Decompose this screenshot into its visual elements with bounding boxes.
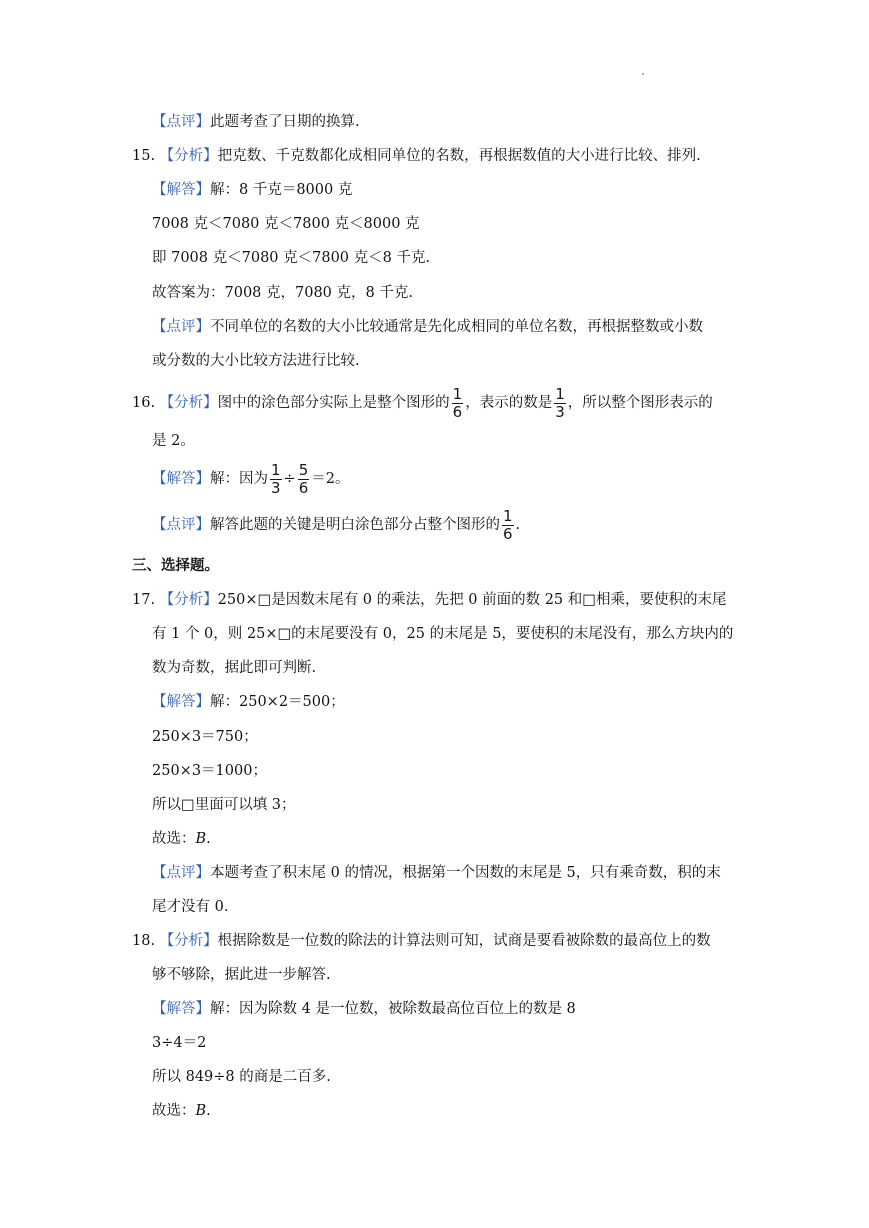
q18-analysis-line-1 [132,931,711,951]
analysis-tag: 【分析】 [159,395,218,411]
q18-answer-text-1: 解：因为除数 4 是一位数，被除数最高位百位上的数是 8 [210,1001,576,1017]
fraction-one-third: $\frac{1}{3}$ [555,384,565,421]
q15-analysis-line [132,146,701,166]
q16-review-end: . [515,517,521,533]
q16-analysis-line-2: 是 2。 [152,433,195,449]
q17-answer-line-5 [152,829,211,849]
fraction-review-one-sixth: $\frac{1}{6}$ [503,506,513,543]
q18-answer-line-3: 所以 849÷8 的商是二百多. [152,1069,331,1085]
q18-answer-line-4 [152,1101,211,1121]
divide-sign: ÷ [283,471,296,487]
q18-answer-line-1 [152,999,576,1019]
q15-answer-line-2: 7008 克＜7080 克＜7800 克＜8000 克 [152,216,420,232]
q17-review-text-1: 本题考查了积末尾 0 的情况，根据第一个因数的末尾是 5，只有乘奇数，积的末 [210,865,721,881]
q14-review-text: 此题考查了日期的换算. [210,114,360,130]
q16-analysis-text-2: ，表示的数是 [465,395,553,411]
review-tag: 【点评】 [152,319,210,335]
q16-number: 16. [132,395,156,411]
fraction-answer-one-third: $\frac{1}{3}$ [271,460,281,497]
q16-analysis-line [132,385,713,421]
q18-analysis-line-2: 够不够除，据此进一步解答. [152,967,331,983]
choice-prefix: 故选： [152,1103,196,1119]
q15-answer-line-1 [152,180,352,200]
q15-answer-text-1: 解：8 千克＝8000 克 [210,182,353,198]
q15-number: 15. [132,148,156,164]
answer-tag: 【解答】 [152,694,210,710]
analysis-tag: 【分析】 [159,148,218,164]
q16-analysis-text-1: 图中的涂色部分实际上是整个图形的 [217,395,450,411]
choice-option: B [195,1103,207,1119]
q17-number: 17. [132,592,156,608]
q15-answer-line-3: 即 7008 克＜7080 克＜7800 克＜8 千克. [152,250,431,266]
q14-review-line [152,112,360,132]
q17-answer-line-2: 250×3＝750； [152,729,258,745]
q16-answer-line [152,461,349,497]
answer-tag: 【解答】 [152,471,210,487]
analysis-tag: 【分析】 [159,592,218,608]
q17-analysis-line-2: 有 1 个 0，则 25×□的末尾要没有 0，25 的末尾是 5，要使积的末尾没有，那么方块内的 [152,626,734,642]
q16-review-text: 解答此题的关键是明白涂色部分占整个图形的 [210,517,500,533]
page-mark-dot [642,73,644,75]
q16-answer-text-1: 解：因为 [210,471,268,487]
review-tag: 【点评】 [152,517,210,533]
q15-analysis-text: 把克数、千克数都化成相同单位的名数，再根据数值的大小进行比较、排列. [217,148,701,164]
q15-review-text-1: 不同单位的名数的大小比较通常是先化成相同的单位名数，再根据整数或小数 [210,319,703,335]
q17-analysis-text-1: 250×□是因数末尾有 0 的乘法，先把 0 前面的数 25 和□相乘，要使积的末尾 [217,592,727,608]
q15-review-line-2: 或分数的大小比较方法进行比较. [152,353,360,369]
q17-review-line-1 [152,863,721,883]
q17-review-line-2: 尾才没有 0. [152,899,229,915]
review-tag: 【点评】 [152,114,210,130]
q16-answer-text-2: ＝2。 [311,471,350,487]
answer-tag: 【解答】 [152,1001,210,1017]
analysis-tag: 【分析】 [159,933,218,949]
section-heading: 三、选择题。 [132,557,219,574]
fraction-one-sixth: $\frac{1}{6}$ [452,384,463,421]
q15-review-line-1 [152,317,703,337]
q18-number: 18. [132,933,156,949]
q15-answer-line-4: 故答案为：7008 克，7080 克，8 千克. [152,285,413,301]
q18-answer-line-2: 3÷4＝2 [152,1035,207,1051]
choice-end: . [206,1103,211,1119]
fraction-answer-five-sixth: $\frac{5}{6}$ [298,460,309,497]
q17-analysis-line-3: 数为奇数，据此即可判断. [152,660,317,676]
answer-tag: 【解答】 [152,182,210,198]
q18-analysis-text-1: 根据除数是一位数的除法的计算法则可知，试商是要看被除数的最高位上的数 [217,933,711,949]
q16-analysis-text-3: ，所以整个图形表示的 [567,395,713,411]
choice-option: B [195,831,207,847]
q17-answer-line-1 [152,692,345,712]
q17-analysis-line-1 [132,590,726,610]
review-tag: 【点评】 [152,865,210,881]
q16-review-line [152,507,520,543]
q17-answer-line-4: 所以□里面可以填 3； [152,797,296,813]
q17-answer-line-3: 250×3＝1000； [152,763,267,779]
choice-prefix: 故选： [152,831,196,847]
q17-answer-text-1: 解：250×2＝500； [210,694,345,710]
choice-end: . [206,831,211,847]
